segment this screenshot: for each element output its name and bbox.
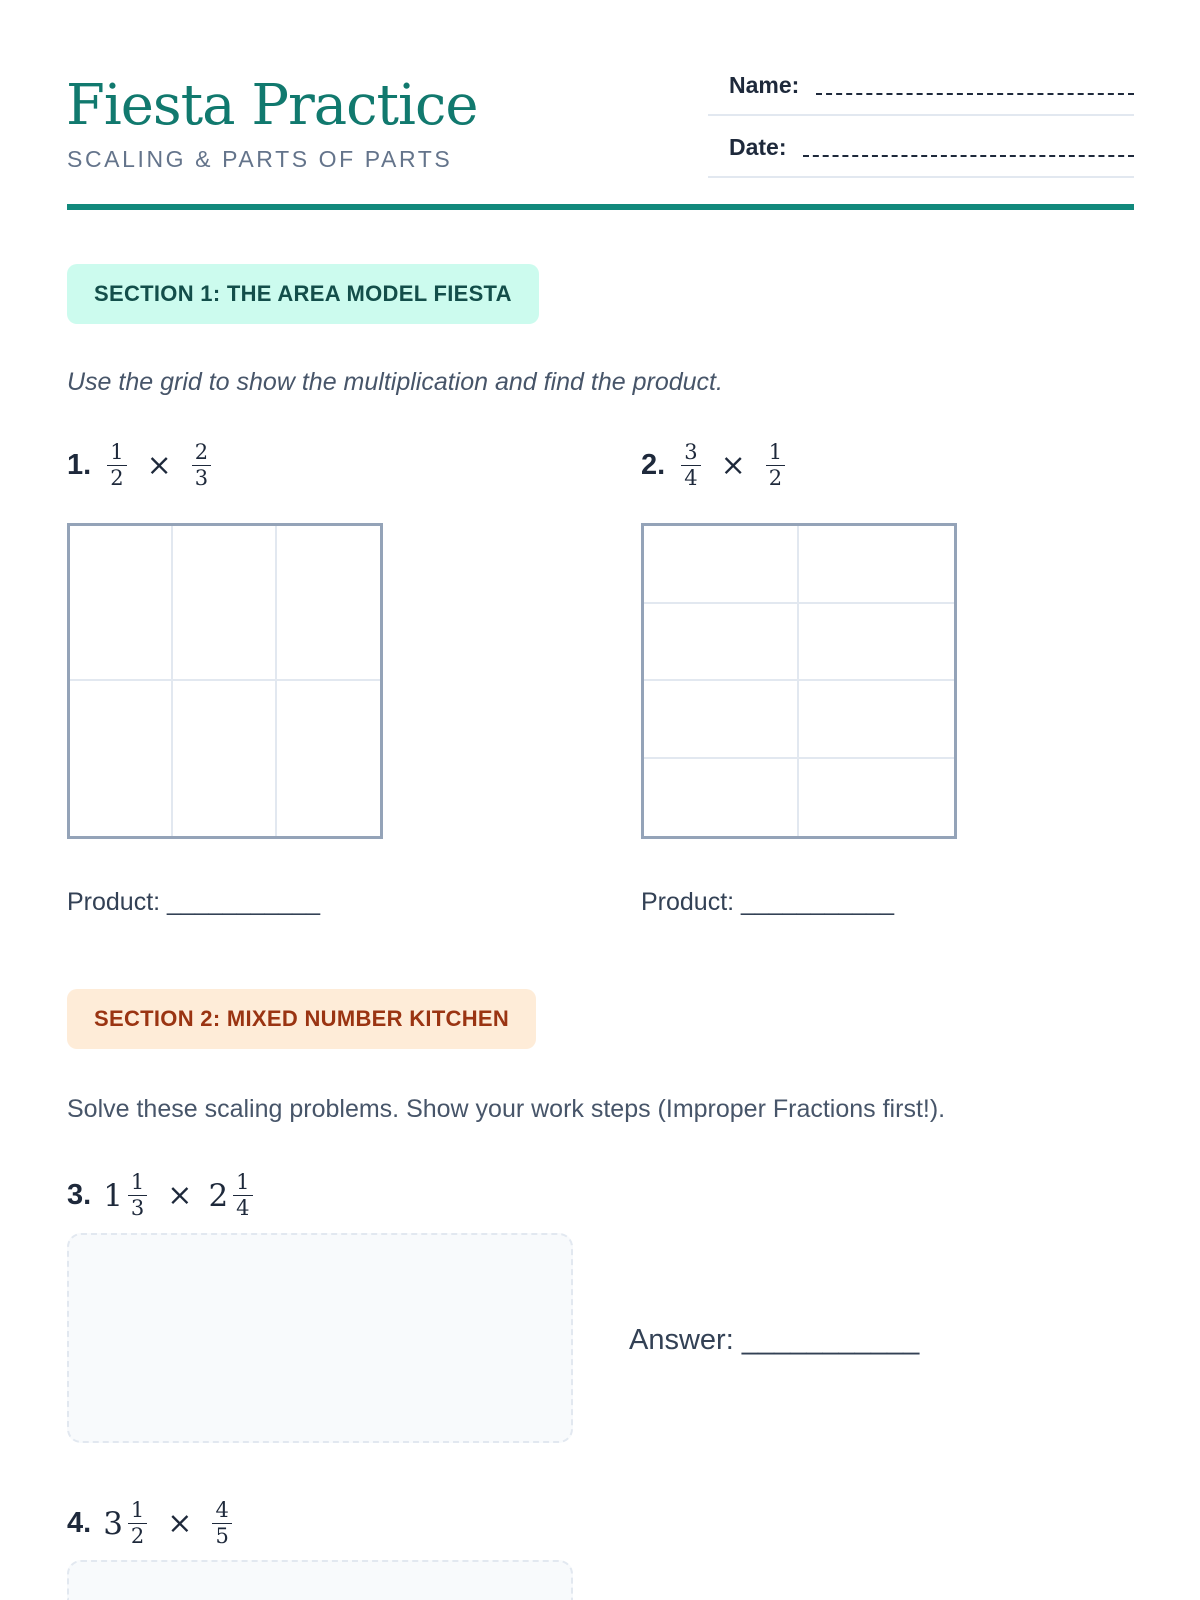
- grid-cell[interactable]: [799, 604, 954, 682]
- times-sign: ×: [146, 448, 172, 483]
- section-2-instruction: Solve these scaling problems. Show your work steps (Improper Fractions first!).: [67, 1095, 946, 1123]
- name-label: Name:: [729, 72, 800, 98]
- fraction: [212, 1500, 231, 1547]
- grid-cell[interactable]: [644, 604, 799, 682]
- times-sign: ×: [167, 1506, 193, 1541]
- numerator: 1: [233, 1172, 252, 1196]
- answer-3[interactable]: Answer: ___________: [629, 1324, 920, 1356]
- times-sign: ×: [167, 1178, 193, 1213]
- grid-cell[interactable]: [277, 526, 380, 681]
- date-blank-line[interactable]: [803, 155, 1134, 157]
- times-sign: ×: [720, 448, 746, 483]
- denominator: 3: [130, 1196, 145, 1220]
- problem-2: [641, 442, 789, 489]
- date-field-divider: [708, 176, 1134, 178]
- grid-cell[interactable]: [799, 526, 954, 604]
- whole-number: 2: [208, 1177, 229, 1214]
- problem-number: 2.: [641, 449, 666, 481]
- numerator: 2: [192, 442, 211, 466]
- grid-cell[interactable]: [799, 681, 954, 759]
- whole-number: 1: [103, 1177, 123, 1214]
- problem-3: [67, 1172, 257, 1219]
- grid-cell[interactable]: [173, 526, 276, 681]
- work-area-3[interactable]: [67, 1233, 573, 1443]
- fraction: [128, 1500, 147, 1547]
- fraction: [681, 442, 700, 489]
- grid-cell[interactable]: [70, 526, 173, 681]
- fraction: [233, 1172, 252, 1219]
- numerator: 1: [128, 1172, 147, 1196]
- grid-cell[interactable]: [277, 681, 380, 836]
- problem-number: 4.: [67, 1507, 92, 1539]
- fraction: [192, 442, 211, 489]
- date-label: Date:: [729, 134, 787, 160]
- fraction: [107, 442, 126, 489]
- denominator: 2: [130, 1524, 145, 1548]
- area-model-grid-1[interactable]: [67, 523, 383, 839]
- section-2-badge: SECTION 2: MIXED NUMBER KITCHEN: [67, 989, 536, 1049]
- fraction: [766, 442, 785, 489]
- problem-number: 3.: [67, 1179, 92, 1211]
- grid-cell[interactable]: [799, 759, 954, 837]
- grid-cell[interactable]: [644, 526, 799, 604]
- denominator: 5: [215, 1524, 229, 1548]
- denominator: 4: [684, 466, 698, 490]
- denominator: 4: [236, 1196, 250, 1220]
- name-blank-line[interactable]: [816, 93, 1134, 95]
- grid-cell[interactable]: [173, 681, 276, 836]
- numerator: 1: [107, 442, 126, 466]
- worksheet-title: Fiesta Practice: [66, 73, 478, 138]
- grid-cell[interactable]: [70, 681, 173, 836]
- denominator: 2: [768, 466, 783, 490]
- name-field[interactable]: [708, 70, 1134, 104]
- denominator: 3: [194, 466, 209, 490]
- section-1-badge: SECTION 1: THE AREA MODEL FIESTA: [67, 264, 539, 324]
- denominator: 2: [110, 466, 124, 490]
- fraction: [128, 1172, 147, 1219]
- numerator: 4: [212, 1500, 231, 1524]
- grid-cell[interactable]: [644, 681, 799, 759]
- numerator: 1: [766, 442, 785, 466]
- numerator: 1: [128, 1500, 147, 1524]
- grid-cell[interactable]: [644, 759, 799, 837]
- worksheet-subtitle: SCALING & PARTS OF PARTS: [67, 146, 453, 172]
- name-field-divider: [708, 114, 1134, 116]
- section-1-instruction: Use the grid to show the multiplication and find the product.: [67, 368, 723, 396]
- numerator: 3: [681, 442, 700, 466]
- work-area-4[interactable]: [67, 1560, 573, 1600]
- problem-1: [67, 442, 215, 489]
- problem-number: 1.: [67, 449, 92, 481]
- area-model-grid-2[interactable]: [641, 523, 957, 839]
- product-2-answer[interactable]: Product: ___________: [641, 888, 894, 916]
- header-divider: [67, 204, 1134, 210]
- whole-number: 3: [103, 1505, 123, 1542]
- product-1-answer[interactable]: Product: ___________: [67, 888, 320, 916]
- problem-4: [67, 1500, 236, 1547]
- date-field[interactable]: [708, 132, 1134, 166]
